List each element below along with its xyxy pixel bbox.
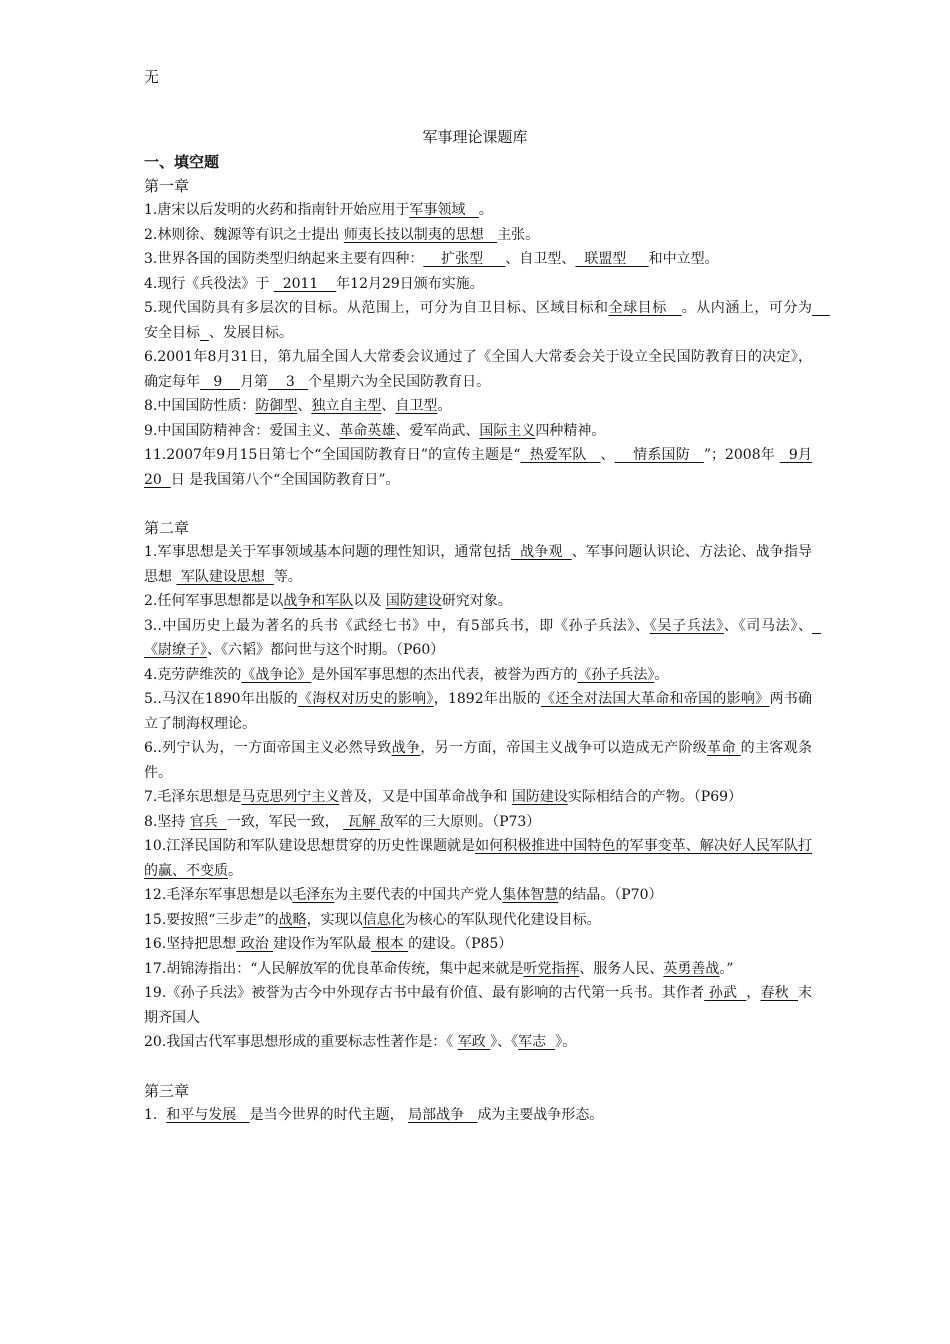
answer-blank: 信息化: [362, 911, 405, 928]
question-text: 、《司马法》、: [723, 617, 813, 634]
question-text: 和中立型。: [648, 251, 719, 267]
question-text: 2.林则徐、魏源等有识之士提出: [144, 226, 344, 243]
question-list: [144, 540, 821, 1055]
answer-blank: 如何积极推进中国特色的军事变革、解决好人民军队打的赢、不变质: [144, 838, 813, 879]
question-text: 、: [297, 398, 312, 414]
question-text: 16.坚持把思想: [144, 936, 237, 952]
question-text: 7.毛泽东思想是: [144, 789, 242, 805]
answer-blank: 9: [200, 373, 241, 390]
question-item: [144, 272, 812, 297]
question-text: 为核心的军队现代化建设目标。: [404, 911, 601, 928]
answer-blank: 军事领域: [409, 202, 479, 218]
answer-blank: 《还全对法国大革命和帝国的影响》: [541, 691, 770, 707]
question-item: [144, 394, 812, 419]
question-text: 个星期六为全民国防教育日。: [308, 373, 491, 390]
question-text: 四种精神。: [535, 422, 606, 439]
question-text: 5.现代国防具有多层次的目标。从范围上，可分为自卫目标、区域目标和: [144, 300, 609, 316]
answer-blank: 局部战争: [408, 1106, 478, 1123]
question-text: 6.2001年8月31日，第九届全国人大常委会议通过了《全国人大常委会关于设立全民国防教育日的决定》，确定每年: [144, 349, 812, 390]
answer-blank: 春秋: [760, 985, 799, 1001]
answer-blank: 《孙子兵法》: [577, 666, 655, 683]
question-text: 是当今世界的时代主题，: [249, 1106, 409, 1123]
question-text: 、: [381, 398, 396, 414]
question-text: 是外国军事思想的杰出代表，被誉为西方的: [311, 666, 578, 683]
answer-blank: 战争: [391, 740, 421, 756]
question-item: [144, 247, 812, 272]
question-text: 的建设。（P85）: [408, 936, 513, 952]
question-text: 20.我国古代军事思想形成的重要标志性著作是：《: [144, 1034, 458, 1050]
answer-blank: 战争观: [510, 544, 572, 560]
question-text: 、自卫型、: [505, 251, 576, 267]
question-text: ，: [746, 985, 761, 1001]
answer-blank: 军政: [457, 1034, 491, 1050]
question-text: 。: [654, 666, 669, 683]
answer-blank: 革命: [707, 740, 741, 756]
question-text: 安全目标: [144, 324, 200, 341]
question-item: [144, 785, 812, 810]
question-text: 。: [437, 398, 452, 414]
question-text: 主张。: [497, 226, 540, 243]
question-text: 2.任何军事思想都是以: [144, 593, 284, 609]
chapter-title: 第一章: [144, 177, 190, 195]
answer-blank: 独立自主型: [311, 398, 382, 414]
answer-blank: 《尉缭子》: [144, 617, 821, 658]
answer-blank: 军队建设思想: [176, 568, 274, 585]
chapter-3: [144, 1079, 812, 1128]
question-text: ”；2008年: [703, 447, 780, 463]
answer-blank: 《战争论》: [241, 666, 312, 683]
question-item: [144, 1030, 812, 1055]
question-list: [144, 198, 812, 492]
question-text: 敌军的三大原则。（P73）: [380, 813, 541, 830]
question-text: 建设作为军队最: [273, 936, 372, 952]
question-item: [144, 957, 812, 982]
question-item: [144, 932, 812, 957]
answer-blank: 政治: [236, 936, 274, 952]
answer-blank: 《吴子兵法》: [649, 617, 724, 634]
question-text: 4.克劳萨维茨的: [144, 666, 242, 683]
question-text: 8.中国国防性质：: [144, 398, 256, 414]
spacer: [144, 1055, 812, 1079]
question-text: 19.《孙子兵法》被誉为古今中外现存古书中最有价值、最有影响的古代第一兵书。其作者: [144, 985, 705, 1001]
question-item: [144, 198, 812, 223]
answer-blank: 和平与发展: [166, 1106, 250, 1123]
question-text: 》、《: [490, 1034, 519, 1050]
chapter-title: 第三章: [144, 1081, 190, 1100]
question-item: [144, 614, 821, 663]
chapter-title: 第二章: [144, 519, 190, 537]
answer-blank: 战争和军队: [283, 593, 354, 609]
answer-blank: 热爱军队: [520, 447, 601, 463]
answer-blank: [200, 325, 209, 341]
question-text: ，实现以: [306, 911, 363, 928]
answer-blank: 马克思列宁主义: [241, 789, 340, 805]
top-note: 无: [144, 68, 160, 86]
question-text: 、军事问题认识论、方法论、战争指导思想: [144, 544, 812, 585]
answer-blank: 革命英雄: [339, 422, 396, 439]
answer-blank: 3: [268, 373, 309, 390]
answer-blank: 军志: [518, 1034, 556, 1050]
question-text: 8.坚持: [144, 813, 190, 830]
question-list: [144, 1103, 812, 1128]
answer-blank: 9月20: [144, 447, 812, 488]
answer-blank: 孙武: [704, 985, 747, 1001]
question-item: [144, 540, 812, 589]
question-text: 成为主要战争形态。: [477, 1106, 604, 1123]
answer-blank: 官兵: [189, 813, 227, 830]
question-text: 年12月29日颁布实施。: [336, 275, 484, 292]
question-text: 月第: [240, 373, 269, 390]
answer-blank: 全球目标: [608, 300, 682, 316]
question-text: 末期齐国人: [144, 985, 813, 1026]
question-text: 、服务人民、: [579, 960, 664, 977]
answer-blank: 战略: [278, 911, 307, 928]
question-text: 实际相结合的产物。（P69）: [567, 789, 743, 805]
question-text: 3..中国历史上最为著名的兵书《武经七书》中，有5部兵书，即《孙子兵法》、: [144, 617, 650, 634]
question-text: 为主要代表的中国共产党人: [334, 887, 503, 903]
spacer: [144, 492, 812, 516]
answer-blank: 根本: [371, 936, 409, 952]
answer-blank: 毛泽东: [292, 887, 335, 903]
question-text: 9.中国国防精神含：爱国主义、: [144, 422, 340, 439]
question-item: [144, 883, 812, 908]
question-text: 10.江泽民国防和军队建设思想贯穿的历史性课题就是: [144, 838, 476, 854]
question-text: 。从内涵上，可分为: [681, 300, 813, 316]
question-item: [144, 419, 812, 444]
answer-blank: [812, 300, 830, 316]
question-text: 6..列宁认为，一方面帝国主义必然导致: [144, 740, 392, 756]
question-text: 5..马汉在1890年出版的: [144, 691, 298, 707]
question-text: 12.毛泽东军事思想是以: [144, 887, 293, 903]
question-item: [144, 736, 812, 785]
question-item: [144, 908, 812, 933]
question-text: 、爱军尚武、: [395, 422, 480, 439]
question-text: 的结晶。（P70）: [558, 887, 663, 903]
answer-blank: 国防建设: [511, 789, 568, 805]
answer-blank: 《海权对历史的影响》: [297, 691, 434, 707]
question-text: ，1892年出版的: [433, 691, 542, 707]
answer-blank: 国际主义: [479, 422, 536, 439]
question-text: ，另一方面，帝国主义战争可以造成无产阶级: [420, 740, 708, 756]
chapter-2: [144, 516, 821, 1055]
answer-blank: 自卫型: [395, 398, 438, 414]
question-item: [144, 296, 812, 345]
answer-blank: 扩张型: [423, 251, 506, 267]
question-item: [144, 810, 812, 835]
question-text: 日 是我国第八个“全国国防教育日”。: [170, 471, 400, 488]
question-text: 等。: [273, 568, 302, 585]
question-item: [144, 981, 812, 1030]
answer-blank: 英勇善战: [663, 960, 720, 977]
question-text: 、《六韬》都问世与这个时期。（P60）: [207, 642, 445, 658]
question-text: 、: [600, 447, 615, 463]
question-item: [144, 443, 812, 492]
question-text: 1.: [144, 1106, 167, 1123]
question-item: [144, 345, 812, 394]
question-text: 15.要按照“三步走”的: [144, 911, 279, 928]
answer-blank: 集体智慧: [502, 887, 559, 903]
question-text: 普及，又是中国革命战争和: [339, 789, 512, 805]
question-text: 1.唐宋以后发明的火药和指南针开始应用于: [144, 202, 410, 218]
question-text: 4.现行《兵役法》于: [144, 275, 274, 292]
answer-blank: 听党指挥: [523, 960, 580, 977]
answer-blank: 2011: [273, 275, 337, 292]
question-item: [144, 589, 812, 614]
question-text: 3.世界各国的国防类型归纳起来主要有四种：: [144, 251, 424, 267]
question-text: 一致，军民一致，: [226, 813, 344, 830]
question-item: [144, 1103, 812, 1128]
question-text: 17.胡锦涛指出：“人民解放军的优良革命传统，集中起来就是: [144, 960, 524, 977]
question-text: 。”: [719, 960, 734, 977]
question-text: 11.2007年9月15日第七个“全国国防教育日”的宣传主题是“: [144, 447, 521, 463]
document-title: 军事理论课题库: [422, 128, 528, 146]
question-text: 研究对象。: [441, 593, 512, 609]
question-text: 。: [228, 862, 242, 879]
chapter-1: [144, 174, 812, 492]
question-item: [144, 663, 812, 688]
question-item: [144, 834, 812, 883]
question-text: 。: [478, 202, 493, 218]
question-text: 、发展目标。: [208, 324, 293, 341]
question-text: 》。: [555, 1034, 577, 1050]
question-text: 1.军事思想是关于军事领域基本问题的理性知识，通常包括: [144, 544, 511, 560]
question-text: 的主客观条件。: [144, 740, 813, 781]
answer-blank: 情系国防: [614, 447, 704, 463]
answer-blank: 师夷长技以制夷的思想: [343, 226, 498, 243]
answer-blank: 防御型: [255, 398, 298, 414]
question-text: 以及: [353, 593, 386, 609]
question-item: [144, 687, 812, 736]
answer-blank: 国防建设: [385, 593, 442, 609]
document-body: [144, 150, 821, 1127]
answer-blank: 瓦解: [343, 813, 381, 830]
section-heading: 一、填空题: [144, 153, 220, 171]
question-item: [144, 223, 812, 248]
answer-blank: 联盟型: [575, 251, 649, 267]
question-text: 两书确立了制海权理论。: [144, 691, 813, 732]
